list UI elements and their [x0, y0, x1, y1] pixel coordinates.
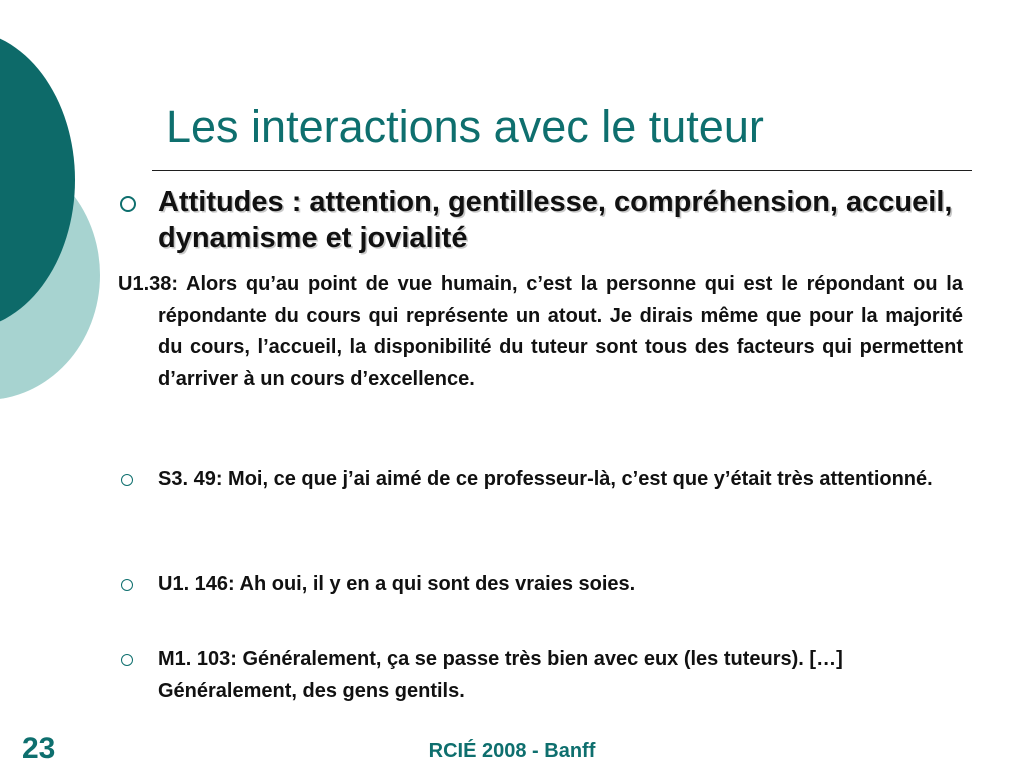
quote-u1-146: U1. 146: Ah oui, il y en a qui sont des vraies soies. — [158, 573, 636, 595]
title-divider — [152, 170, 972, 171]
circle-bullet-icon — [121, 579, 133, 591]
quote-s3-49: S3. 49: Moi, ce que j’ai aimé de ce professeur-là, c’est que y’était très attentionné. — [158, 468, 933, 490]
quote-m1-103: M1. 103: Généralement, ça se passe très bien avec eux (les tuteurs). […] Généralement, des gens gentils. — [158, 648, 843, 702]
slide-title: Les interactions avec le tuteur — [166, 101, 764, 152]
slide-footer: RCIÉ 2008 - Banff — [428, 740, 596, 762]
quote-u1-38: U1.38: Alors qu’au point de vue humain, c’est la personne qui est le répondant ou la répondante du cours qui représente un atout. Je dirais même que pour la majorité du cours, l’accueil, la disponibilité du tuteur sont tous des facteurs qui permettent d’arriver à un cours d’excellence. — [118, 273, 963, 390]
circle-bullet-icon — [121, 654, 133, 666]
circle-bullet-icon — [121, 474, 133, 486]
circle-bullet-icon — [120, 196, 136, 212]
slide-number: 23 — [22, 732, 56, 765]
attitudes-heading: Attitudes : attention, gentillesse, compréhension, accueil, dynamisme et jovialité — [158, 186, 953, 254]
